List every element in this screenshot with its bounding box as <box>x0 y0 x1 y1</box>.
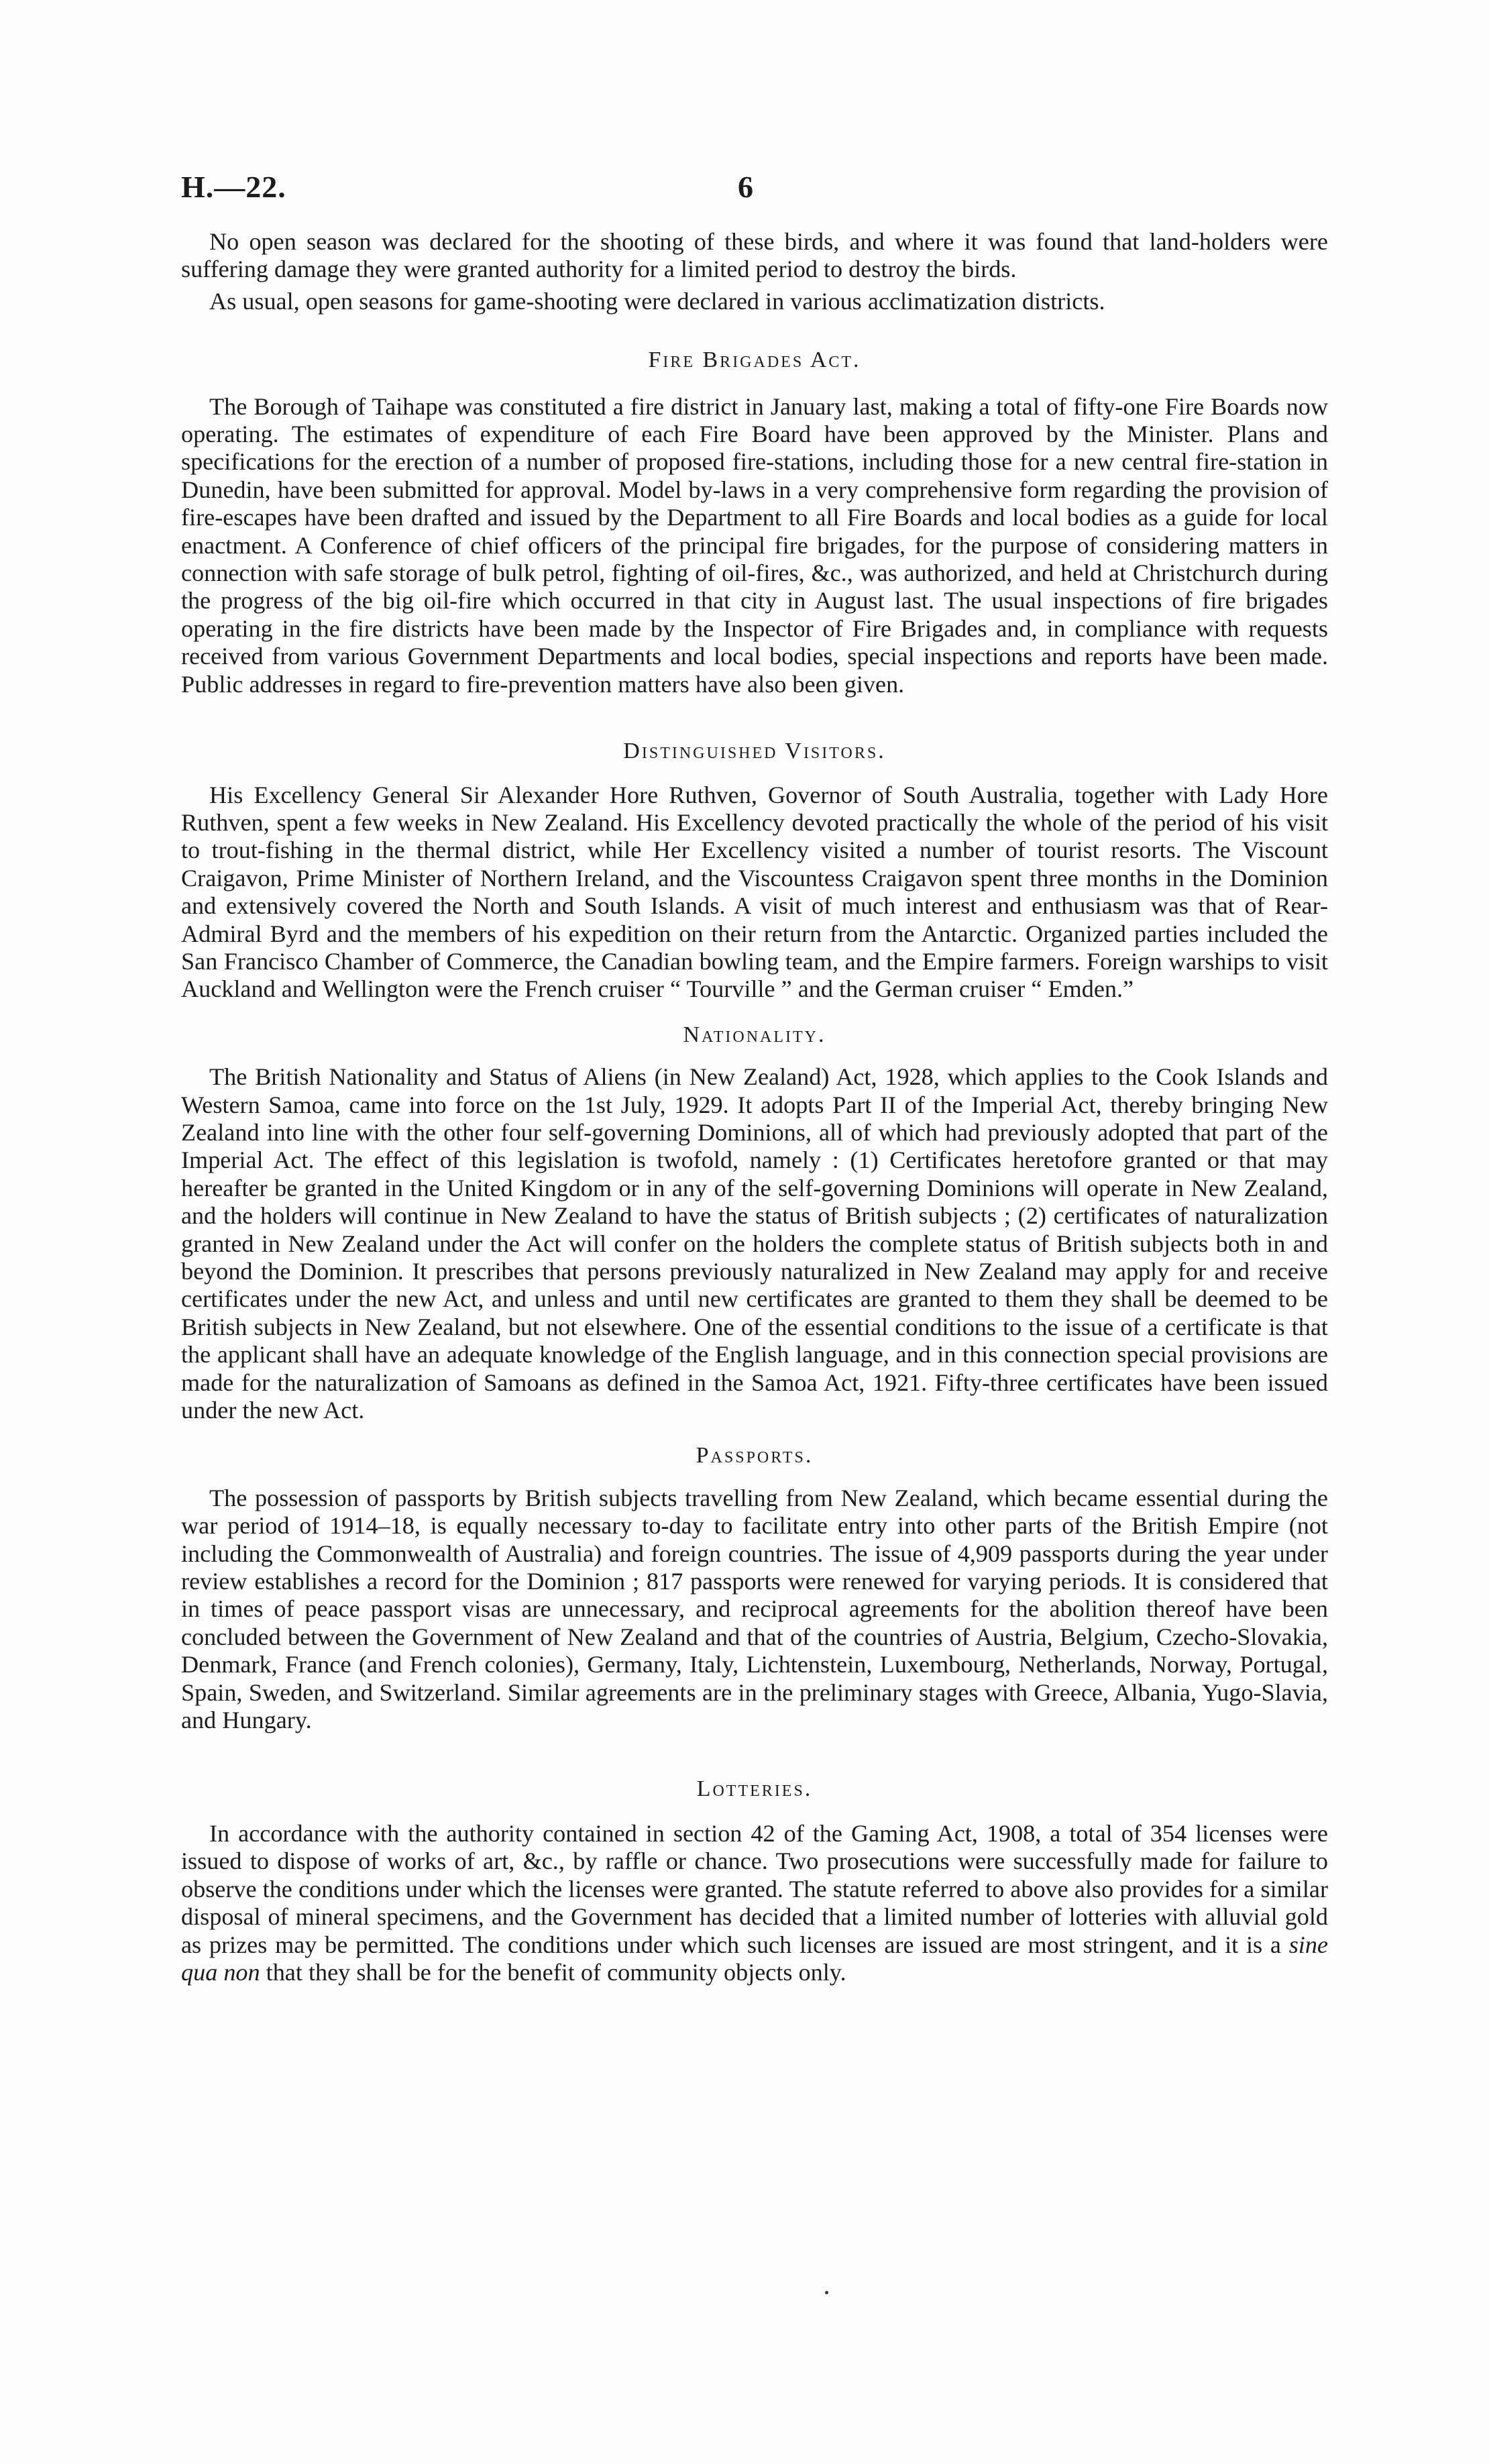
visitors-paragraph: His Excellency General Sir Alexander Hore Ruthven, Governor of South Australia, together with Lady Hore Ruthven, spent a few weeks in New Zealand. His Excellency devoted practically the whole of the period of his visit to trout-fishing in the thermal district, while Her Excellency visited a number of tourist resorts. The Viscount Craigavon, Prime Minister of Northern Ireland, and the Viscountess Craigavon spent three months in the Dominion and extensively covered the North and South Islands. A visit of much interest and enthusiasm was that of Rear-Admiral Byrd and the members of his expedition on their return from the Antarctic. Organized parties included the San Francisco Chamber of Commerce, the Canadian bowling team, and the Empire farmers. Foreign warships to visit Auckland and Wellington were the French cruiser “ Tourville ” and the German cruiser “ Emden.” <box>181 781 1328 1003</box>
lotteries-latin-phrase: sine qua non <box>181 1931 1328 1986</box>
lotteries-text-before: In accordance with the authority contained in section 42 of the Gaming Act, 1908, a total of 354 licenses were issued to dispose of works of art, &c., by raffle or chance. Two prosecutions were successfully made for failure to observe the conditions under which the licenses were granted. The statute referred to above also provides for a similar disposal of mineral specimens, and the Government has decided that a limited number of lotteries with alluvial gold as prizes may be permitted. The conditions under which such licenses are issued are most stringent, and it is a <box>181 1819 1328 1958</box>
section-heading-distinguished-visitors: Distinguished Visitors. <box>623 739 886 764</box>
stray-mark <box>825 2291 828 2294</box>
lotteries-paragraph <box>181 1820 1328 1986</box>
lotteries-text-after: that they shall be for the benefit of community objects only. <box>260 1958 846 1986</box>
document-body <box>181 228 1328 1986</box>
passports-paragraph: The possession of passports by British subjects travelling from New Zealand, which became essential during the war period of 1914–18, is equally necessary to-day to facilitate entry into other parts of the British Empire (not including the Commonwealth of Australia) and foreign countries. The issue of 4,909 passports during the year under review establishes a record for the Dominion ; 817 passports were renewed for varying periods. It is considered that in times of peace passport visas are unnecessary, and reciprocal agreements for the abolition thereof have been concluded between the Government of New Zealand and that of the countries of Austria, Belgium, Czecho-Slovakia, Denmark, France (and French colonies), Germany, Italy, Lichtenstein, Luxembourg, Netherlands, Norway, Portugal, Spain, Sweden, and Switzerland. Similar agreements are in the preliminary stages with Greece, Albania, Yugo-Slavia, and Hungary. <box>181 1484 1328 1734</box>
page-number: 6 <box>738 170 753 204</box>
section-heading-nationality: Nationality. <box>683 1022 826 1047</box>
page-header <box>181 169 1328 209</box>
fire-brigades-paragraph: The Borough of Taihape was constituted a fire district in January last, making a total of fifty-one Fire Boards now operating. The estimates of expenditure of each Fire Board have been approved by the Minister. Plans and specifications for the erection of a number of proposed fire-stations, including those for a new central fire-station in Dunedin, have been submitted for approval. Model by-laws in a very comprehensive form regarding the provision of fire-escapes have been drafted and issued by the Department to all Fire Boards and local bodies as a guide for local enactment. A Conference of chief officers of the principal fire brigades, for the purpose of considering matters in connection with safe storage of bulk petrol, fighting of oil-fires, &c., was authorized, and held at Christchurch during the progress of the big oil-fire which occurred in that city in August last. The usual inspections of fire brigades operating in the fire districts have been made by the Inspector of Fire Brigades and, in compliance with requests received from various Government Departments and local bodies, special inspections and reports have been made. Public addresses in regard to fire-prevention matters have also been given. <box>181 392 1328 698</box>
document-reference: H.—22. <box>181 170 286 204</box>
nationality-paragraph: The British Nationality and Status of Aliens (in New Zealand) Act, 1928, which applies to the Cook Islands and Western Samoa, came into force on the 1st July, 1929. It adopts Part II of the Imperial Act, thereby bringing New Zealand into line with the other four self-governing Dominions, all of which had previously adopted that part of the Imperial Act. The effect of this legislation is twofold, namely : (1) Certificates heretofore granted or that may hereafter be granted in the United Kingdom or in any of the self-governing Dominions will operate in New Zealand, and the holders will continue in New Zealand to have the status of British subjects ; (2) certificates of naturalization granted in New Zealand under the Act will confer on the holders the complete status of British subjects both in and beyond the Dominion. It prescribes that persons previously naturalized in New Zealand may apply for and receive certificates under the new Act, and unless and until new certificates are granted to them they shall be deemed to be British subjects in New Zealand, but not elsewhere. One of the essential conditions to the issue of a certificate is that the applicant shall have an adequate knowledge of the English language, and in this connection special provisions are made for the naturalization of Samoans as defined in the Samoa Act, 1921. Fifty-three certificates have been issued under the new Act. <box>181 1063 1328 1424</box>
section-heading-passports: Passports. <box>696 1443 814 1468</box>
intro-paragraph-2: As usual, open seasons for game-shooting were declared in various acclimatization districts. <box>209 287 1105 315</box>
section-heading-lotteries: Lotteries. <box>696 1776 813 1801</box>
intro-paragraph: No open season was declared for the shooting of these birds, and where it was found that land-holders were suffering damage they were granted authority for a limited period to destroy the birds. <box>181 228 1328 283</box>
section-heading-fire-brigades: Fire Brigades Act. <box>648 347 861 373</box>
